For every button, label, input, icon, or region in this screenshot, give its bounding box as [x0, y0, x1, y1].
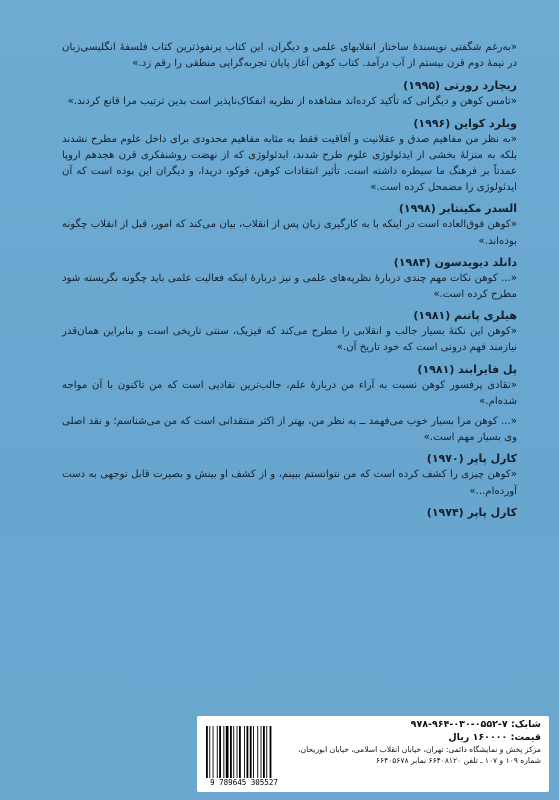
- isbn-price-box: [197, 716, 549, 792]
- quote-text: «به نظر من مفاهیم صدق و عقلانیت و آفاقیت فقط به مثابه مفاهیم محدودی برای داخل علوم مطرح نشدند بلکه به منزلهٔ بخشی از ایدئولوژی علوم طرح شدند، ایدئولوژی که از نهضت روشنفکری قرن هجدهم اروپا عمدتاً بر فرهنگ ما سیطره داشته است. تأثیر انتقادات کوهن، فوکو، دریدا، و دیگران این بوده است که آن ایدئولوژی را مضمحل کرده است.»: [62, 133, 517, 194]
- quote-text: «تامس کوهن و دیگرانی که تأکید کرده‌اند مشاهده از نظریه انفکاک‌ناپذیر است بدین ترتیب مرا قانع کردند.»: [67, 96, 517, 108]
- intro-paragraph: «به‌رغم شگفتی نویسندهٔ ساختار انقلابهای علمی و دیگران، این کتاب پرنفوذترین کتاب فلسفهٔ انگلیسی‌زبان در نیمهٔ دوم قرن بیستم از آب درآمد. کتاب کوهن آغاز پایان تجربه‌گرایی منطقی را رقم زد.»: [62, 42, 517, 70]
- quote-entry: [62, 201, 517, 249]
- quote-author: ویلرد کواین (۱۹۹۶): [413, 116, 517, 130]
- quote-text: «نقادی پرفسور کوهن نسبت به آراء من دربارهٔ علم، جالب‌ترین نقادیی است که من تاکنون با آن مواجه شده‌ام.»: [62, 379, 517, 407]
- quote-author: السدر مکینتایر (۱۹۹۸): [398, 202, 517, 216]
- quote-author: ریچارد رورتی (۱۹۹۵): [403, 79, 517, 93]
- quote-author: دانلد دیویدسون (۱۹۸۴): [393, 255, 517, 269]
- barcode-number: 9 789645 305527: [210, 778, 278, 787]
- isbn-label: شابک: ۷-۰۵۵۲-۰۳۰-۹۶۴-۹۷۸: [410, 719, 541, 730]
- barcode-graphic: [205, 726, 281, 778]
- quote-entry: [62, 505, 517, 520]
- quote-author: هیلری پاتنم (۱۹۸۱): [413, 309, 517, 323]
- quote-entry: [62, 451, 517, 499]
- quote-entry: [62, 255, 517, 303]
- quote-author: کارل پاپر (۱۹۷۰): [426, 452, 517, 466]
- price-label: قیمت: ۱۶۰۰۰۰ ریال: [448, 732, 541, 743]
- publication-info: [286, 718, 541, 766]
- quote-text: «کوهن چیزی را کشف کرده است که من نتوانستم ببینم، و از کشف او بینش و بصیرت قابل توجهی به دست آورده‌ام...»: [62, 469, 517, 497]
- publisher-address: مرکز پخش و نمایشگاه دائمی: تهران، خیابان انقلاب اسلامی، خیابان ابوریحان، شماره ۱۰۹ و ۱۰۷ ـ تلفن ۶۶۴۰۸۱۲۰ نمابر ۶۶۴۰۵۶۷۸: [298, 745, 541, 765]
- barcode-icon: [205, 726, 281, 778]
- quote-text: «... کوهن نکات مهم چندی دربارهٔ نظریه‌های علمی و نیز دربارهٔ اینکه فعالیت علمی باید چگونه نگریسته شود مطرح کرده است.»: [62, 272, 517, 301]
- quote-entry: [62, 308, 517, 356]
- quote-text-second: «... کوهن مرا بسیار خوب می‌فهمد ــ به نظر من، بهتر از اکثر منتقدانی است که من می‌شناسم؛ و نقد اصلی وی بسیار مهم است.»: [62, 416, 517, 444]
- quote-author: پل فایرابند (۱۹۸۱): [417, 362, 517, 376]
- quote-entry: [62, 116, 517, 197]
- quote-text: «کوهن فوق‌العاده است در اینکه با به کارگیری زبان پس از انقلاب، بیان می‌کند که امور، قبل از انقلاب چگونه بوده‌اند.»: [61, 219, 517, 247]
- quote-text: «کوهن این نکتهٔ بسیار جالب و انقلابی را مطرح می‌کند که فیزیک، سنتی تاریخی است و بنابراین همان‌قدر نیازمند فهم درونی است که خود تاریخ آن.»: [62, 326, 517, 354]
- quote-author: کارل پاپر (۱۹۷۴): [426, 505, 517, 519]
- blurb-column: [62, 40, 517, 525]
- quote-entry: [62, 362, 517, 447]
- quote-entry: [62, 78, 517, 110]
